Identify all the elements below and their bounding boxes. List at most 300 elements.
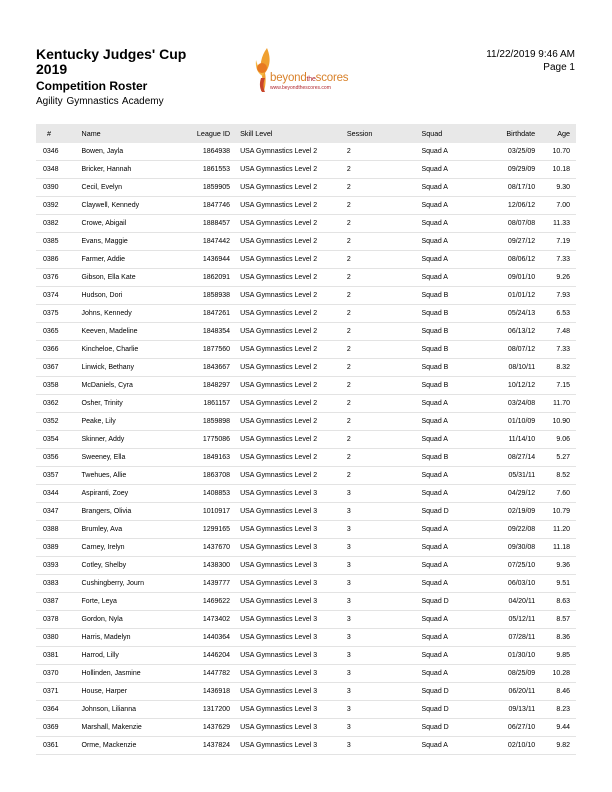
squad-cell: Squad A: [421, 629, 489, 647]
table-row: [36, 323, 576, 341]
table-row: [36, 179, 576, 197]
squad-cell: Squad A: [421, 413, 489, 431]
athlete-name-cell: Crowe, Abigail: [82, 215, 187, 233]
athlete-name-cell: Skinner, Addy: [82, 431, 187, 449]
athlete-number-cell: 0364: [36, 701, 82, 719]
age-cell: 7.93: [541, 287, 576, 305]
skill-level-cell: USA Gymnastics Level 2: [240, 179, 347, 197]
age-cell: 10.70: [541, 143, 576, 161]
session-cell: 3: [347, 683, 422, 701]
athlete-name-cell: Harrod, Lilly: [82, 647, 187, 665]
athlete-number-cell: 0347: [36, 503, 82, 521]
age-cell: 8.23: [541, 701, 576, 719]
event-title-line2: 2019: [36, 61, 68, 77]
table-row: [36, 503, 576, 521]
session-cell: 2: [347, 449, 422, 467]
birthdate-cell: 09/30/08: [489, 539, 541, 557]
squad-cell: Squad D: [421, 719, 489, 737]
athlete-number-cell: 0374: [36, 287, 82, 305]
table-row: [36, 737, 576, 755]
skill-level-cell: USA Gymnastics Level 3: [240, 539, 347, 557]
age-cell: 10.90: [541, 413, 576, 431]
table-row: [36, 215, 576, 233]
birthdate-cell: 09/01/10: [489, 269, 541, 287]
age-cell: 9.82: [541, 737, 576, 755]
table-row: [36, 629, 576, 647]
birthdate-cell: 09/29/09: [489, 161, 541, 179]
league-id-cell: 1849163: [187, 449, 240, 467]
athlete-number-cell: 0393: [36, 557, 82, 575]
column-header-session: Session: [346, 129, 373, 138]
birthdate-cell: 09/22/08: [489, 521, 541, 539]
squad-cell: Squad B: [421, 305, 489, 323]
athlete-name-cell: Hollinden, Jasmine: [82, 665, 187, 683]
athlete-name-cell: Orme, Mackenzie: [82, 737, 187, 755]
age-cell: 6.53: [541, 305, 576, 323]
squad-cell: Squad D: [421, 593, 489, 611]
session-cell: 2: [347, 359, 422, 377]
squad-cell: Squad A: [421, 647, 489, 665]
table-row: [36, 143, 576, 161]
table-row: [36, 647, 576, 665]
athlete-number-cell: 0390: [36, 179, 82, 197]
birthdate-cell: 12/06/12: [489, 197, 541, 215]
birthdate-cell: 04/20/11: [489, 593, 541, 611]
squad-cell: Squad A: [421, 737, 489, 755]
athlete-number-cell: 0344: [36, 485, 82, 503]
athlete-name-cell: Gibson, Ella Kate: [82, 269, 187, 287]
skill-level-cell: USA Gymnastics Level 2: [240, 359, 347, 377]
athlete-name-cell: Sweeney, Ella: [82, 449, 187, 467]
athlete-number-cell: 0381: [36, 647, 82, 665]
session-cell: 2: [347, 269, 422, 287]
session-cell: 2: [347, 215, 422, 233]
league-id-cell: 1888457: [187, 215, 240, 233]
squad-cell: Squad B: [421, 287, 489, 305]
logo-brand-text: beyondthescores: [270, 72, 349, 84]
table-row: [36, 341, 576, 359]
athlete-number-cell: 0386: [36, 251, 82, 269]
athlete-number-cell: 0387: [36, 593, 82, 611]
league-id-cell: 1859905: [187, 179, 240, 197]
session-cell: 3: [347, 611, 422, 629]
session-cell: 2: [347, 341, 422, 359]
athlete-number-cell: 0367: [36, 359, 82, 377]
skill-level-cell: USA Gymnastics Level 3: [240, 647, 347, 665]
squad-cell: Squad A: [421, 665, 489, 683]
athlete-name-cell: Harris, Madelyn: [82, 629, 187, 647]
athlete-name-cell: Twehues, Allie: [82, 467, 187, 485]
table-row: [36, 359, 576, 377]
athlete-number-cell: 0389: [36, 539, 82, 557]
birthdate-cell: 05/12/11: [489, 611, 541, 629]
athlete-number-cell: 0370: [36, 665, 82, 683]
table-row: [36, 521, 576, 539]
squad-cell: Squad B: [421, 341, 489, 359]
birthdate-cell: 05/24/13: [489, 305, 541, 323]
athlete-number-cell: 0378: [36, 611, 82, 629]
skill-level-cell: USA Gymnastics Level 2: [240, 341, 347, 359]
athlete-number-cell: 0346: [36, 143, 82, 161]
squad-cell: Squad A: [421, 575, 489, 593]
skill-level-cell: USA Gymnastics Level 2: [240, 233, 347, 251]
league-id-cell: 1861157: [187, 395, 240, 413]
skill-level-cell: USA Gymnastics Level 2: [240, 215, 347, 233]
squad-cell: Squad A: [421, 557, 489, 575]
generated-timestamp: 11/22/2019 9:46 AM: [486, 49, 575, 60]
skill-level-cell: USA Gymnastics Level 3: [240, 629, 347, 647]
squad-cell: Squad A: [421, 179, 489, 197]
athlete-number-cell: 0369: [36, 719, 82, 737]
table-row: [36, 161, 576, 179]
session-cell: 3: [347, 701, 422, 719]
age-cell: 9.51: [541, 575, 576, 593]
roster-table: [36, 124, 576, 755]
birthdate-cell: 08/07/08: [489, 215, 541, 233]
league-id-cell: 1775086: [187, 431, 240, 449]
squad-cell: Squad A: [421, 467, 489, 485]
league-id-cell: 1848354: [187, 323, 240, 341]
squad-cell: Squad A: [421, 539, 489, 557]
skill-level-cell: USA Gymnastics Level 2: [240, 161, 347, 179]
athlete-number-cell: 0357: [36, 467, 82, 485]
athlete-number-cell: 0388: [36, 521, 82, 539]
skill-level-cell: USA Gymnastics Level 2: [240, 413, 347, 431]
squad-cell: Squad A: [421, 251, 489, 269]
table-row: [36, 395, 576, 413]
skill-level-cell: USA Gymnastics Level 2: [240, 305, 347, 323]
athlete-name-cell: Aspiranti, Zoey: [82, 485, 187, 503]
league-id-cell: 1848297: [187, 377, 240, 395]
league-id-cell: 1446204: [187, 647, 240, 665]
birthdate-cell: 01/30/10: [489, 647, 541, 665]
birthdate-cell: 11/14/10: [489, 431, 541, 449]
athlete-name-cell: Evans, Maggie: [82, 233, 187, 251]
session-cell: 2: [347, 179, 422, 197]
age-cell: 9.36: [541, 557, 576, 575]
skill-level-cell: USA Gymnastics Level 2: [240, 395, 347, 413]
squad-cell: Squad D: [421, 503, 489, 521]
age-cell: 9.85: [541, 647, 576, 665]
skill-level-cell: USA Gymnastics Level 2: [240, 467, 347, 485]
league-id-cell: 1863708: [187, 467, 240, 485]
table-row: [36, 467, 576, 485]
table-row: [36, 539, 576, 557]
league-id-cell: 1438300: [187, 557, 240, 575]
athlete-name-cell: Forte, Leya: [82, 593, 187, 611]
session-cell: 3: [347, 557, 422, 575]
session-cell: 2: [347, 197, 422, 215]
athlete-name-cell: Peake, Lily: [82, 413, 187, 431]
athlete-name-cell: Bowen, Jayla: [82, 143, 187, 161]
skill-level-cell: USA Gymnastics Level 2: [240, 377, 347, 395]
session-cell: 2: [347, 377, 422, 395]
league-id-cell: 1847261: [187, 305, 240, 323]
athlete-name-cell: Claywell, Kennedy: [82, 197, 187, 215]
birthdate-cell: 08/06/12: [489, 251, 541, 269]
age-cell: 7.19: [541, 233, 576, 251]
age-cell: 8.32: [541, 359, 576, 377]
league-id-cell: 1010917: [187, 503, 240, 521]
league-id-cell: 1436918: [187, 683, 240, 701]
report-meta: [486, 48, 575, 74]
table-row: [36, 377, 576, 395]
age-cell: 10.18: [541, 161, 576, 179]
report-header: [36, 47, 186, 108]
column-header-skill-level: Skill Level: [240, 129, 273, 138]
age-cell: 10.28: [541, 665, 576, 683]
athlete-name-cell: Bricker, Hannah: [82, 161, 187, 179]
table-row: [36, 485, 576, 503]
age-cell: 8.63: [541, 593, 576, 611]
birthdate-cell: 10/12/12: [489, 377, 541, 395]
skill-level-cell: USA Gymnastics Level 3: [240, 521, 347, 539]
session-cell: 2: [347, 161, 422, 179]
age-cell: 11.70: [541, 395, 576, 413]
table-row: [36, 683, 576, 701]
athlete-number-cell: 0383: [36, 575, 82, 593]
athlete-number-cell: 0356: [36, 449, 82, 467]
athlete-number-cell: 0385: [36, 233, 82, 251]
table-row: [36, 557, 576, 575]
session-cell: 3: [347, 737, 422, 755]
league-id-cell: 1843667: [187, 359, 240, 377]
logo-url: www.beyondthescores.com: [270, 85, 331, 91]
league-id-cell: 1473402: [187, 611, 240, 629]
squad-cell: Squad A: [421, 611, 489, 629]
column-header-number: #: [47, 129, 51, 138]
birthdate-cell: 02/10/10: [489, 737, 541, 755]
athlete-number-cell: 0358: [36, 377, 82, 395]
athlete-number-cell: 0382: [36, 215, 82, 233]
athlete-number-cell: 0375: [36, 305, 82, 323]
session-cell: 2: [347, 287, 422, 305]
table-row: [36, 593, 576, 611]
squad-cell: Squad A: [421, 485, 489, 503]
athlete-name-cell: Brangers, Olivia: [82, 503, 187, 521]
league-id-cell: 1299165: [187, 521, 240, 539]
birthdate-cell: 08/10/11: [489, 359, 541, 377]
squad-cell: Squad B: [421, 377, 489, 395]
table-row: [36, 719, 576, 737]
athlete-name-cell: Brumley, Ava: [82, 521, 187, 539]
birthdate-cell: 06/03/10: [489, 575, 541, 593]
league-id-cell: 1408853: [187, 485, 240, 503]
athlete-name-cell: Marshall, Makenzie: [82, 719, 187, 737]
league-id-cell: 1317200: [187, 701, 240, 719]
athlete-name-cell: Cecil, Evelyn: [82, 179, 187, 197]
skill-level-cell: USA Gymnastics Level 3: [240, 719, 347, 737]
athlete-number-cell: 0380: [36, 629, 82, 647]
table-row: [36, 701, 576, 719]
squad-cell: Squad B: [421, 449, 489, 467]
session-cell: 2: [347, 143, 422, 161]
skill-level-cell: USA Gymnastics Level 2: [240, 323, 347, 341]
age-cell: 9.44: [541, 719, 576, 737]
session-cell: 3: [347, 575, 422, 593]
event-title: [36, 47, 186, 77]
birthdate-cell: 09/27/12: [489, 233, 541, 251]
age-cell: 8.46: [541, 683, 576, 701]
table-row: [36, 431, 576, 449]
age-cell: 11.33: [541, 215, 576, 233]
squad-cell: Squad A: [421, 197, 489, 215]
age-cell: 11.20: [541, 521, 576, 539]
squad-cell: Squad A: [421, 521, 489, 539]
league-id-cell: 1437629: [187, 719, 240, 737]
skill-level-cell: USA Gymnastics Level 2: [240, 197, 347, 215]
birthdate-cell: 06/20/11: [489, 683, 541, 701]
birthdate-cell: 08/25/09: [489, 665, 541, 683]
session-cell: 2: [347, 323, 422, 341]
session-cell: 2: [347, 251, 422, 269]
age-cell: 7.00: [541, 197, 576, 215]
athlete-name-cell: House, Harper: [82, 683, 187, 701]
column-header-age: Age: [557, 129, 570, 138]
table-row: [36, 233, 576, 251]
birthdate-cell: 07/28/11: [489, 629, 541, 647]
birthdate-cell: 08/07/12: [489, 341, 541, 359]
squad-cell: Squad A: [421, 395, 489, 413]
column-header-birthdate: Birthdate: [506, 129, 536, 138]
birthdate-cell: 04/29/12: [489, 485, 541, 503]
skill-level-cell: USA Gymnastics Level 3: [240, 485, 347, 503]
skill-level-cell: USA Gymnastics Level 2: [240, 287, 347, 305]
table-row: [36, 287, 576, 305]
squad-cell: Squad A: [421, 161, 489, 179]
athlete-name-cell: Gordon, Nyla: [82, 611, 187, 629]
league-id-cell: 1469622: [187, 593, 240, 611]
age-cell: 7.15: [541, 377, 576, 395]
session-cell: 3: [347, 521, 422, 539]
skill-level-cell: USA Gymnastics Level 2: [240, 431, 347, 449]
squad-cell: Squad A: [421, 215, 489, 233]
league-id-cell: 1862091: [187, 269, 240, 287]
squad-cell: Squad D: [421, 701, 489, 719]
age-cell: 7.48: [541, 323, 576, 341]
column-header-name: Name: [81, 129, 101, 138]
session-cell: 3: [347, 647, 422, 665]
skill-level-cell: USA Gymnastics Level 2: [240, 251, 347, 269]
league-id-cell: 1859898: [187, 413, 240, 431]
session-cell: 3: [347, 485, 422, 503]
skill-level-cell: USA Gymnastics Level 3: [240, 557, 347, 575]
league-id-cell: 1447782: [187, 665, 240, 683]
league-id-cell: 1437824: [187, 737, 240, 755]
skill-level-cell: USA Gymnastics Level 3: [240, 665, 347, 683]
athlete-number-cell: 0366: [36, 341, 82, 359]
table-row: [36, 197, 576, 215]
squad-cell: Squad A: [421, 431, 489, 449]
age-cell: 8.52: [541, 467, 576, 485]
table-row: [36, 575, 576, 593]
age-cell: 7.60: [541, 485, 576, 503]
squad-cell: Squad D: [421, 683, 489, 701]
athlete-number-cell: 0376: [36, 269, 82, 287]
league-id-cell: 1877560: [187, 341, 240, 359]
birthdate-cell: 01/01/12: [489, 287, 541, 305]
age-cell: 9.26: [541, 269, 576, 287]
event-title-line1: Kentucky Judges' Cup: [36, 46, 187, 62]
league-id-cell: 1864938: [187, 143, 240, 161]
table-row: [36, 413, 576, 431]
session-cell: 3: [347, 665, 422, 683]
league-id-cell: 1847746: [187, 197, 240, 215]
squad-cell: Squad B: [421, 323, 489, 341]
age-cell: 11.18: [541, 539, 576, 557]
age-cell: 8.57: [541, 611, 576, 629]
skill-level-cell: USA Gymnastics Level 3: [240, 503, 347, 521]
birthdate-cell: 06/13/12: [489, 323, 541, 341]
skill-level-cell: USA Gymnastics Level 2: [240, 449, 347, 467]
athlete-name-cell: Carney, Irelyn: [82, 539, 187, 557]
birthdate-cell: 08/27/14: [489, 449, 541, 467]
squad-cell: Squad A: [421, 269, 489, 287]
session-cell: 3: [347, 503, 422, 521]
athlete-name-cell: Cotley, Shelby: [82, 557, 187, 575]
page-number: Page 1: [543, 62, 575, 73]
age-cell: 9.06: [541, 431, 576, 449]
session-cell: 2: [347, 395, 422, 413]
birthdate-cell: 01/10/09: [489, 413, 541, 431]
league-id-cell: 1439777: [187, 575, 240, 593]
table-header-row: [36, 124, 576, 143]
session-cell: 3: [347, 719, 422, 737]
skill-level-cell: USA Gymnastics Level 3: [240, 593, 347, 611]
athlete-number-cell: 0354: [36, 431, 82, 449]
birthdate-cell: 09/13/11: [489, 701, 541, 719]
skill-level-cell: USA Gymnastics Level 2: [240, 143, 347, 161]
table-row: [36, 305, 576, 323]
athlete-name-cell: Osher, Trinity: [82, 395, 187, 413]
athlete-number-cell: 0361: [36, 737, 82, 755]
skill-level-cell: USA Gymnastics Level 3: [240, 611, 347, 629]
athlete-name-cell: McDaniels, Cyra: [82, 377, 187, 395]
athlete-name-cell: Johnson, Lilianna: [82, 701, 187, 719]
squad-cell: Squad A: [421, 233, 489, 251]
athlete-name-cell: Farmer, Addie: [82, 251, 187, 269]
athlete-name-cell: Cushingberry, Journ: [82, 575, 187, 593]
athlete-name-cell: Keeven, Madeline: [82, 323, 187, 341]
age-cell: 5.27: [541, 449, 576, 467]
beyond-the-scores-logo: [253, 46, 373, 96]
roster-body: [36, 143, 576, 755]
table-row: [36, 449, 576, 467]
league-id-cell: 1436944: [187, 251, 240, 269]
athlete-number-cell: 0352: [36, 413, 82, 431]
birthdate-cell: 02/19/09: [489, 503, 541, 521]
birthdate-cell: 03/24/08: [489, 395, 541, 413]
session-cell: 3: [347, 629, 422, 647]
birthdate-cell: 08/17/10: [489, 179, 541, 197]
squad-cell: Squad A: [421, 143, 489, 161]
birthdate-cell: 03/25/09: [489, 143, 541, 161]
league-id-cell: 1440364: [187, 629, 240, 647]
birthdate-cell: 06/27/10: [489, 719, 541, 737]
league-id-cell: 1858938: [187, 287, 240, 305]
birthdate-cell: 07/25/10: [489, 557, 541, 575]
age-cell: 9.30: [541, 179, 576, 197]
skill-level-cell: USA Gymnastics Level 3: [240, 737, 347, 755]
column-header-squad: Squad: [421, 129, 443, 138]
column-header-league-id: League ID: [196, 129, 231, 138]
skill-level-cell: USA Gymnastics Level 3: [240, 701, 347, 719]
athlete-number-cell: 0392: [36, 197, 82, 215]
league-id-cell: 1437670: [187, 539, 240, 557]
athlete-number-cell: 0371: [36, 683, 82, 701]
athlete-number-cell: 0365: [36, 323, 82, 341]
athlete-name-cell: Linwick, Bethany: [82, 359, 187, 377]
